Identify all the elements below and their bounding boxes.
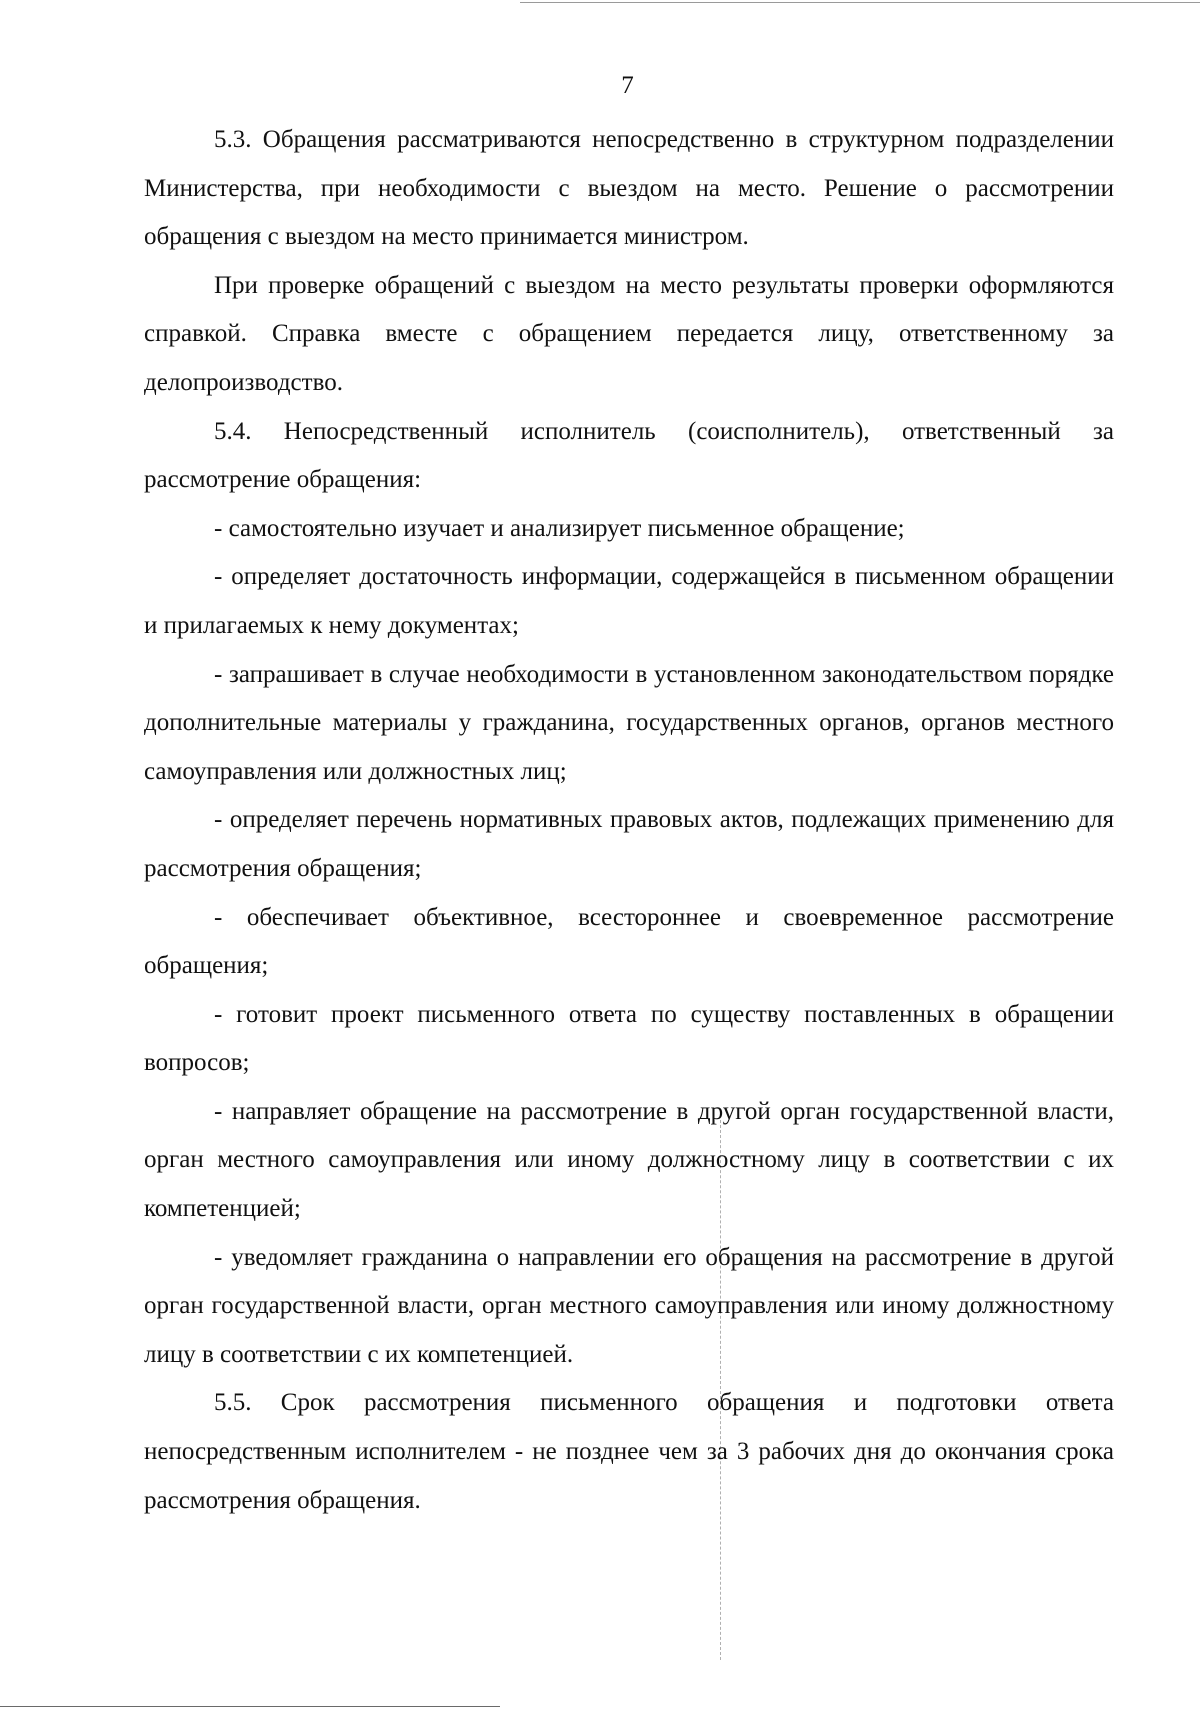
list-item-determines-sufficiency: - определяет достаточность информации, содержащейся в письменном обращении и прилагаемых к нему документах;: [144, 563, 1114, 639]
paragraph-5-5: 5.5. Срок рассмотрения письменного обращения и подготовки ответа непосредственным исполнителем - не позднее чем за 3 рабочих дня до окончания срока рассмотрения обращения.: [144, 1389, 1114, 1514]
scan-bottom-edge-line: [0, 1706, 500, 1707]
list-item-requests-materials: - запрашивает в случае необходимости в установленном законодательством порядке дополнительные материалы у гражданина, государственных органов, органов местного самоуправления или должностных лиц;: [144, 660, 1114, 785]
list-item-forwards-appeal: - направляет обращение на рассмотрение в другой орган государственной власти, орган местного самоуправления или иному должностному лицу в соответствии с их компетенцией;: [144, 1097, 1114, 1223]
paragraph-5-3: 5.3. Обращения рассматриваются непосредственно в структурном подразделении Министерства, при необходимости с выездом на место. Решение о рассмотрении обращения с выездом на место принимается министром.: [144, 126, 1114, 251]
paragraph-5-4: 5.4. Непосредственный исполнитель (соисполнитель), ответственный за рассмотрение обращения:: [144, 417, 1114, 494]
paragraph-inspection-report: При проверке обращений с выездом на место результаты проверки оформляются справкой. Справка вместе с обращением передается лицу, ответственному за делопроизводство.: [144, 271, 1114, 396]
list-item-ensures-review: - обеспечивает объективное, всестороннее и своевременное рассмотрение обращения;: [144, 903, 1114, 980]
list-item-notifies-citizen: - уведомляет гражданина о направлении его обращения на рассмотрение в другой орган государственной власти, орган местного самоуправления или иному должностному лицу в соответствии с их компетенцией.: [144, 1243, 1114, 1368]
page-number: 7: [621, 72, 634, 99]
list-item-studies-appeal: - самостоятельно изучает и анализирует письменное обращение;: [214, 514, 905, 542]
document-body: [144, 116, 1114, 1525]
list-item-prepares-answer: - готовит проект письменного ответа по существу поставленных в обращении вопросов;: [144, 1000, 1114, 1077]
scan-top-edge-line: [520, 2, 1200, 3]
list-item-determines-acts: - определяет перечень нормативных правовых актов, подлежащих применению для рассмотрения обращения;: [144, 806, 1114, 882]
